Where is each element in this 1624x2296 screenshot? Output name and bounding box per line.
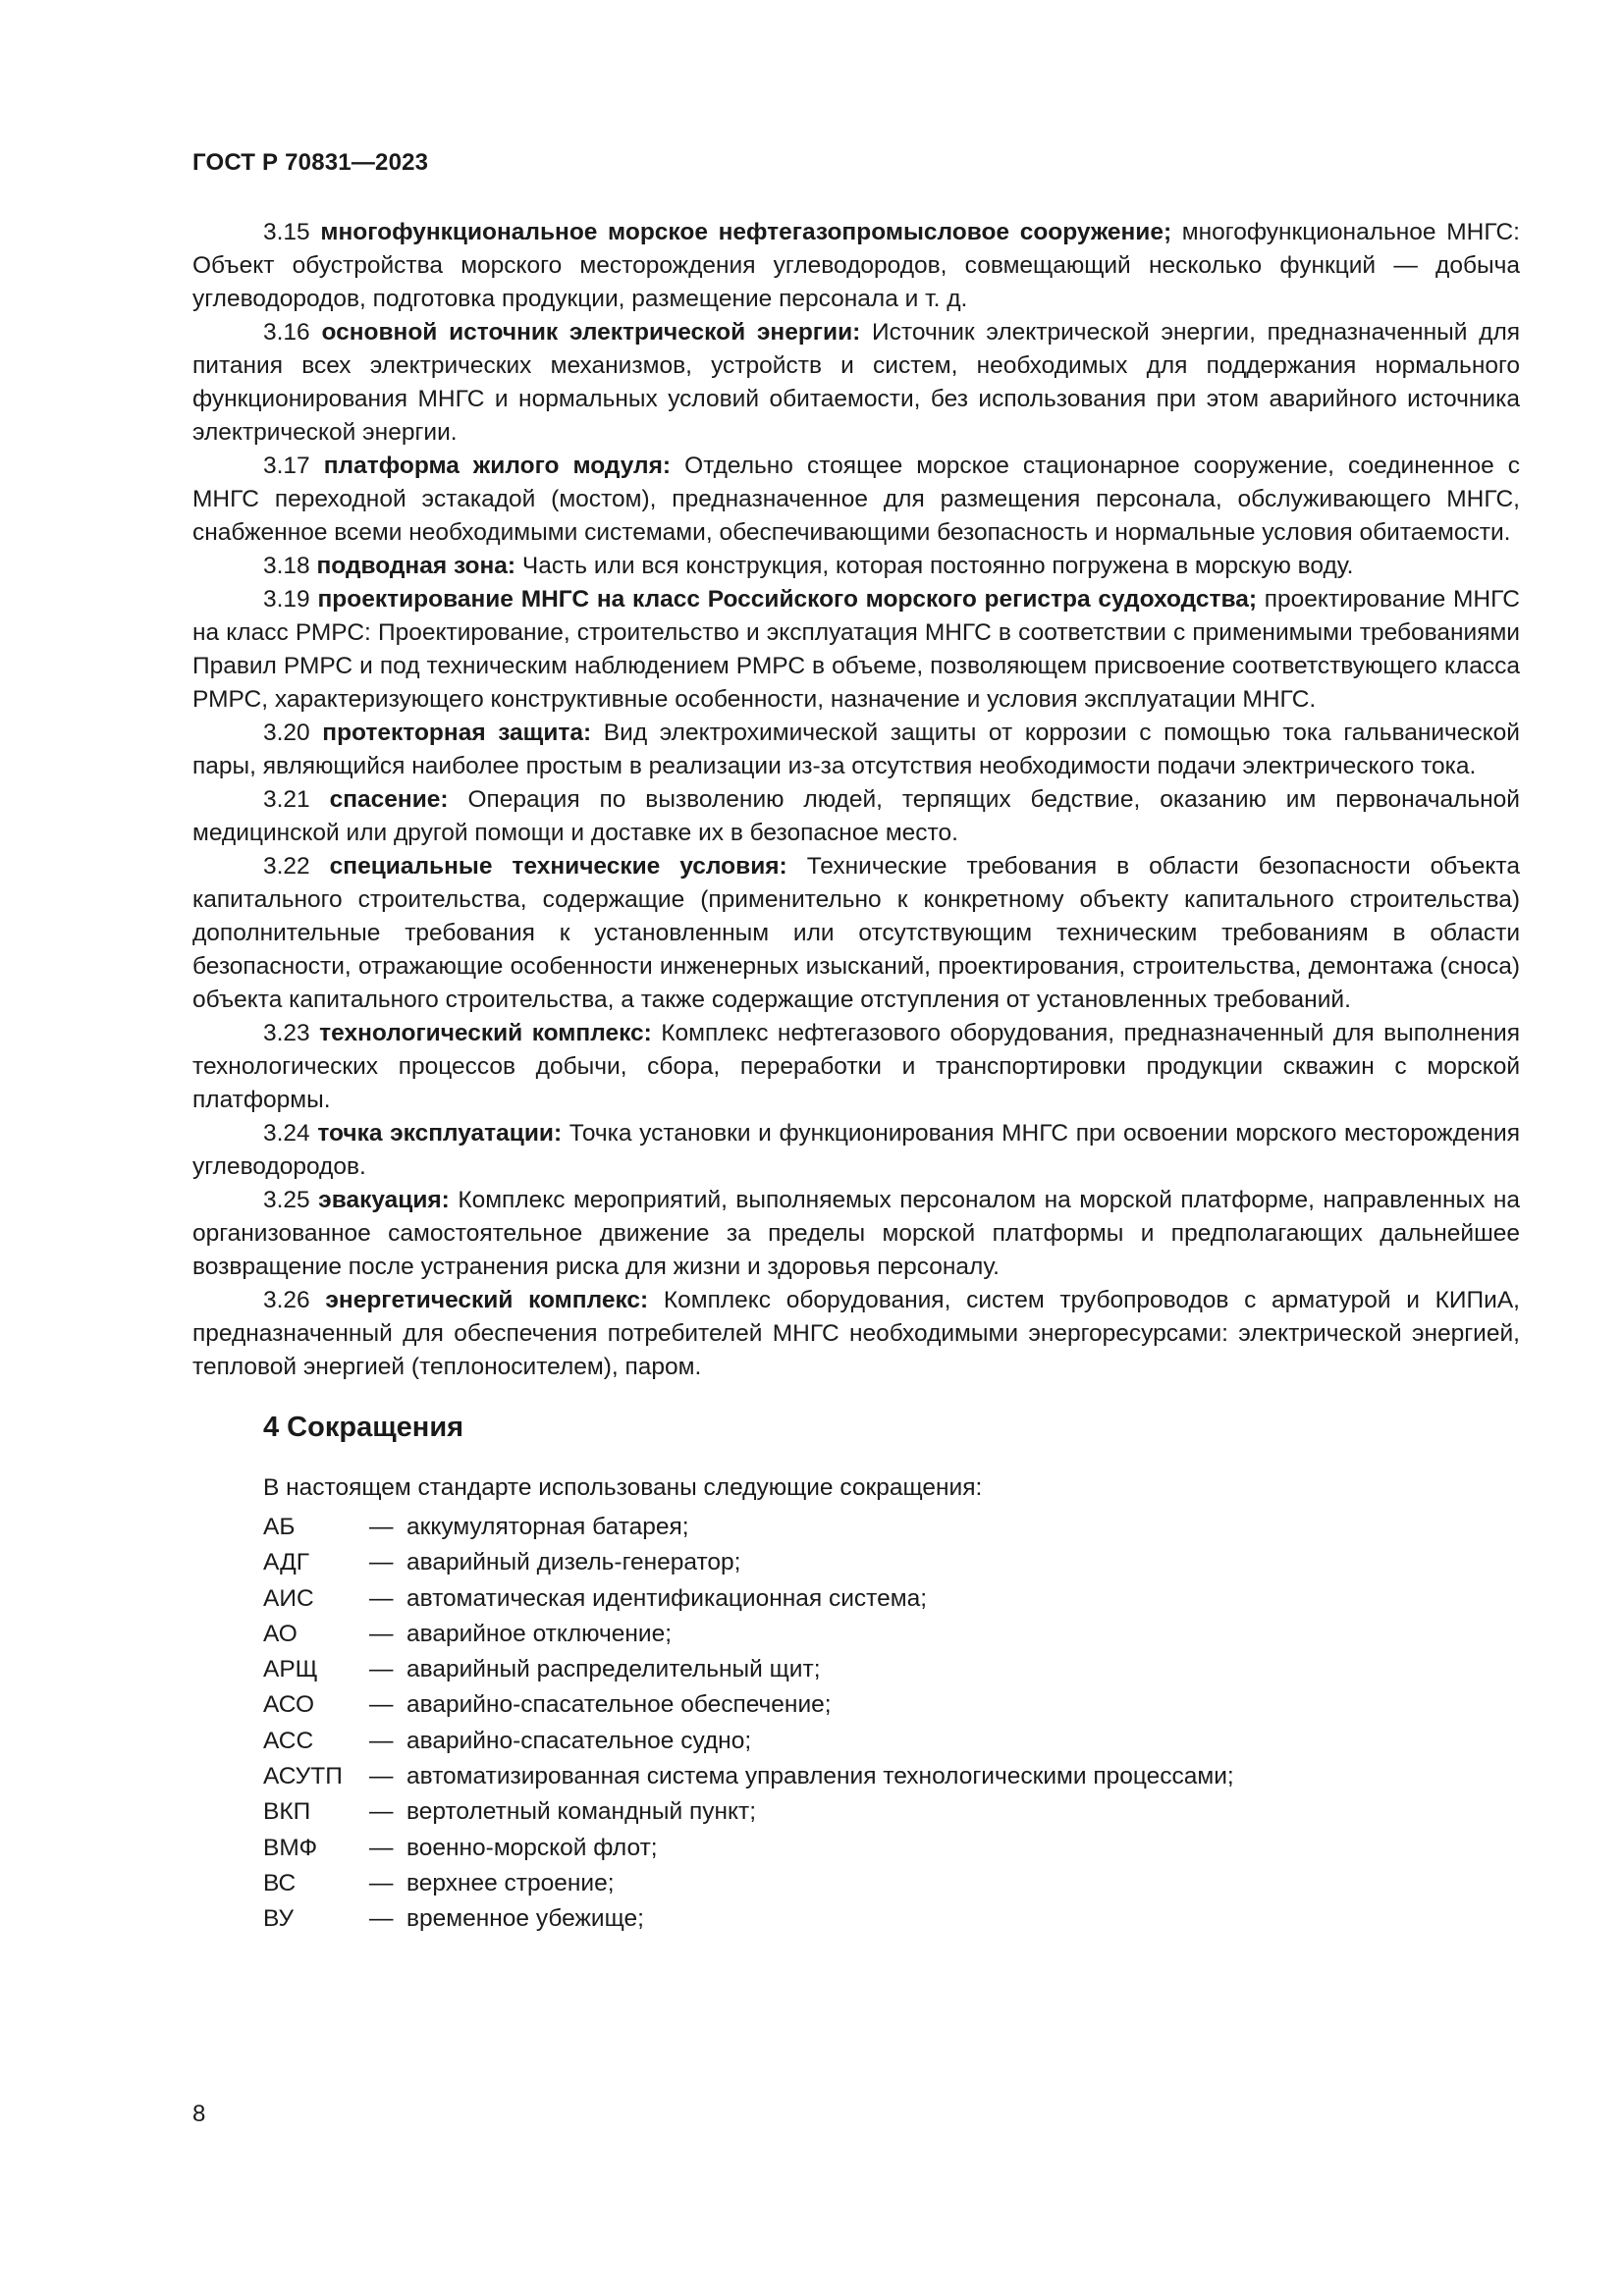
list-item <box>263 1545 1520 1580</box>
term-title: протекторная защита: <box>322 720 592 746</box>
term-definition: Операция по вызволению людей, терпящих бедствие, оказанию им первоначальной медицинской или другой помощи и доставке их в безопасное место. <box>192 786 1520 846</box>
abbreviation-text: военно-морской флот; <box>406 1834 658 1861</box>
term-title: основной источник электрической энергии: <box>321 319 861 346</box>
term-definition: Технические требования в области безопасности объекта капитального строительства, содержащие (применительно к конкретному объекту капитального строительства) дополнительные требования к установленным или отсутствующим техническим требованиям в области безопасности, отражающие особенности инженерных изысканий, проектирования, строительства, демонтажа (сноса) объекта капитального строительства, а также содержащие отступления от установленных требований. <box>192 853 1520 1013</box>
term-definition: Точка установки и функционирования МНГС при освоении морского месторождения углеводородов. <box>192 1120 1521 1180</box>
abbreviation-code: ВКП <box>263 1798 311 1826</box>
section-title: 4 Сокращения <box>263 1412 464 1443</box>
term-3-18 <box>192 550 1520 583</box>
list-item <box>263 1652 1520 1687</box>
term-definition: Часть или вся конструкция, которая постоянно погружена в морскую воду. <box>515 553 1354 579</box>
term-definition: Источник электрической энергии, предназначенный для питания всех электрических механизмов, устройств и систем, необходимых для поддержания нормального функционирования МНГС и нормальных условий обитаемости, без использования при этом аварийного источника электрической энергии. <box>192 319 1521 446</box>
abbreviation-text: верхнее строение; <box>406 1869 615 1896</box>
abbreviation-text: аварийно-спасательное судно; <box>406 1727 752 1754</box>
dash-separator: — <box>369 1869 394 1896</box>
term-3-16 <box>192 316 1520 450</box>
term-definition: Отдельно стоящее морское стационарное сооружение, соединенное с МНГС переходной эстакадой (мостом), предназначенное для размещения персонала, обслуживающего МНГС, снабженное всеми необходимыми системами, обеспечивающими безопасность и нормальные условия обитаемости. <box>192 453 1521 546</box>
term-3-19 <box>192 583 1520 717</box>
abbreviation-text: аварийно-спасательное обеспечение; <box>406 1691 832 1719</box>
dash-separator: — <box>369 1727 394 1754</box>
term-3-20 <box>192 717 1520 783</box>
term-number: 3.23 <box>263 1020 310 1046</box>
term-definition: Комплекс мероприятий, выполняемых персоналом на морской платформе, направленных на организованное самостоятельное движение за пределы морской платформы и предполагающих дальнейшее возвращение после устранения риска для жизни и здоровья персоналу. <box>192 1187 1521 1280</box>
term-title: точка эксплуатации: <box>317 1120 563 1147</box>
term-title: подводная зона: <box>316 553 516 579</box>
abbreviation-text: автоматическая идентификационная система; <box>406 1584 928 1612</box>
dash-separator: — <box>369 1584 394 1612</box>
term-definition: Комплекс оборудования, систем трубопроводов с арматурой и КИПиА, предназначенный для обеспечения потребителей МНГС необходимыми энергоресурсами: электрической энергией, тепловой энергией (теплоносителем), паром. <box>192 1287 1520 1380</box>
abbreviation-code: АО <box>263 1620 298 1647</box>
list-item <box>263 1724 1520 1759</box>
term-3-26 <box>192 1284 1520 1384</box>
abbreviations-list <box>263 1510 1520 1938</box>
abbreviation-text: вертолетный командный пункт; <box>406 1798 757 1826</box>
page-content <box>192 216 1520 1938</box>
term-3-25 <box>192 1184 1520 1284</box>
term-number: 3.25 <box>263 1187 310 1213</box>
abbreviation-code: ВУ <box>263 1905 295 1933</box>
term-title: технологический комплекс: <box>319 1020 652 1046</box>
term-definition: Вид электрохимической защиты от коррозии с помощью тока гальванической пары, являющийся наиболее простым в реализации из-за отсутствия необходимости подачи электрического тока. <box>192 720 1520 779</box>
term-number: 3.18 <box>263 553 310 579</box>
abbreviation-text: аккумуляторная батарея; <box>406 1514 689 1540</box>
abbreviation-text: аварийный дизель-генератор; <box>406 1549 741 1576</box>
abbreviation-text: аварийный распределительный щит; <box>406 1656 821 1683</box>
term-3-15 <box>192 216 1520 316</box>
term-number: 3.16 <box>263 319 310 346</box>
term-title: эвакуация: <box>318 1187 450 1213</box>
term-title: энергетический комплекс: <box>325 1287 649 1313</box>
term-definition: проектирование МНГС на класс РМРС: Проектирование, строительство и эксплуатация МНГС в соответствии с применимыми требованиями Правил РМРС и под техническим наблюдением РМРС в объеме, позволяющем присвоение соответствующего класса РМРС, характеризующего конструктивные особенности, назначение и условия эксплуатации МНГС. <box>192 586 1520 713</box>
abbreviation-code: АДГ <box>263 1549 310 1576</box>
term-title: спасение: <box>329 786 449 813</box>
dash-separator: — <box>369 1549 394 1576</box>
term-definition: многофункциональное МНГС: Объект обустройства морского месторождения углеводородов, совмещающий несколько функций — добыча углеводородов, подготовка продукции, размещение персонала и т. д. <box>192 219 1520 312</box>
list-item <box>263 1901 1520 1937</box>
list-item <box>263 1794 1520 1830</box>
dash-separator: — <box>369 1905 394 1933</box>
abbreviation-text: временное убежище; <box>406 1905 644 1933</box>
dash-separator: — <box>369 1763 394 1790</box>
abbreviation-code: АИС <box>263 1584 314 1612</box>
term-number: 3.22 <box>263 853 310 880</box>
abbreviation-code: АБ <box>263 1514 296 1540</box>
term-number: 3.26 <box>263 1287 310 1313</box>
abbreviation-code: ВМФ <box>263 1834 318 1861</box>
term-number: 3.19 <box>263 586 310 613</box>
term-title: специальные технические условия: <box>329 853 787 880</box>
term-title: проектирование МНГС на класс Российского морского регистра судоходства; <box>317 586 1257 613</box>
abbreviation-text: аварийное отключение; <box>406 1620 673 1647</box>
dash-separator: — <box>369 1514 394 1540</box>
list-item <box>263 1831 1520 1866</box>
abbreviation-text: автоматизированная система управления технологическими процессами; <box>406 1763 1234 1790</box>
abbreviation-code: АСО <box>263 1691 315 1719</box>
term-number: 3.20 <box>263 720 310 746</box>
section-intro: В настоящем стандарте использованы следующие сокращения: <box>263 1474 983 1501</box>
list-item <box>263 1581 1520 1617</box>
page-number: 8 <box>192 2101 206 2127</box>
dash-separator: — <box>369 1798 394 1826</box>
list-item <box>263 1866 1520 1901</box>
list-item <box>263 1759 1520 1794</box>
term-number: 3.17 <box>263 453 310 479</box>
term-3-21 <box>192 783 1520 850</box>
term-3-23 <box>192 1017 1520 1117</box>
term-title: платформа жилого модуля: <box>323 453 672 479</box>
dash-separator: — <box>369 1834 394 1861</box>
term-number: 3.24 <box>263 1120 310 1147</box>
list-item <box>263 1687 1520 1723</box>
term-3-24 <box>192 1117 1520 1184</box>
abbreviation-code: ВС <box>263 1869 297 1896</box>
abbreviation-code: АСС <box>263 1727 314 1754</box>
dash-separator: — <box>369 1691 394 1719</box>
abbreviation-code: АСУТП <box>263 1763 343 1790</box>
term-definition: Комплекс нефтегазового оборудования, предназначенный для выполнения технологических процессов добычи, сбора, переработки и транспортировки продукции скважин с морской платформы. <box>192 1020 1520 1113</box>
document-header: ГОСТ Р 70831—2023 <box>192 149 429 176</box>
dash-separator: — <box>369 1656 394 1683</box>
term-title: многофункциональное морское нефтегазопромысловое сооружение; <box>320 219 1172 245</box>
term-number: 3.15 <box>263 219 310 245</box>
term-3-22 <box>192 850 1520 1017</box>
abbreviation-code: АРЩ <box>263 1656 318 1683</box>
list-item <box>263 1617 1520 1652</box>
dash-separator: — <box>369 1620 394 1647</box>
term-number: 3.21 <box>263 786 310 813</box>
term-3-17 <box>192 450 1520 550</box>
list-item <box>263 1510 1520 1545</box>
